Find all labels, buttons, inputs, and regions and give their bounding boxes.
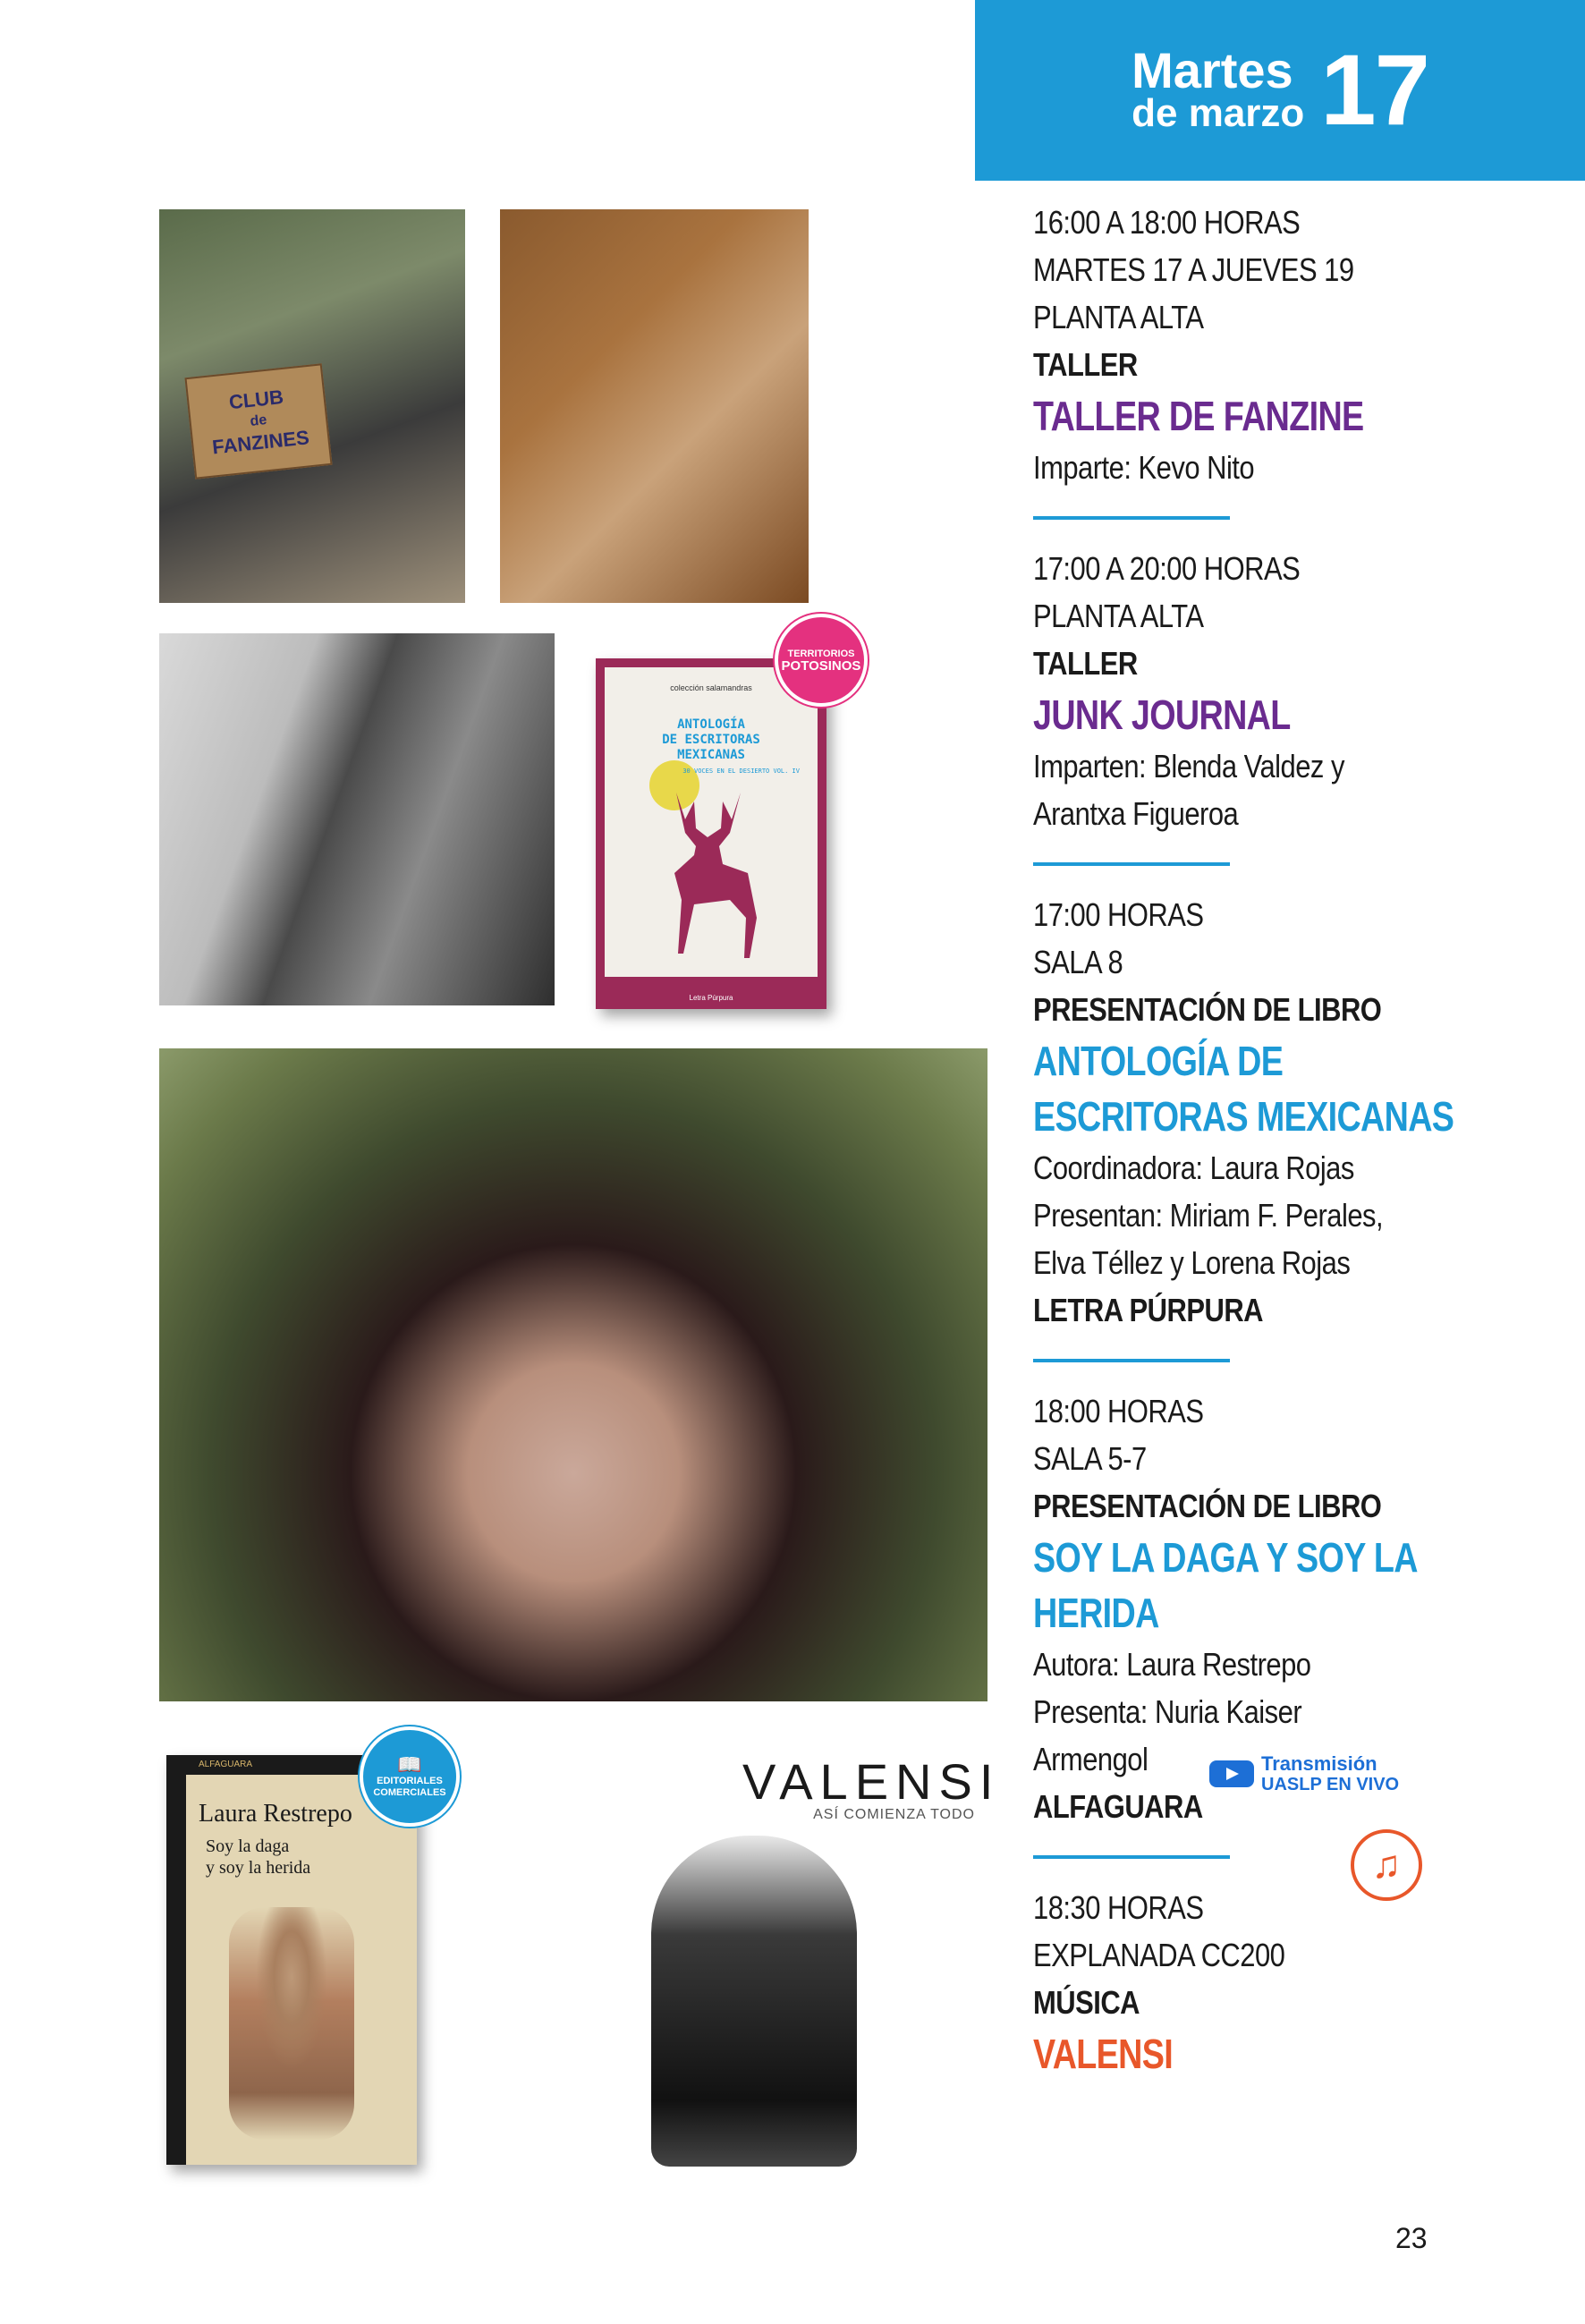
event-place: SALA 5-7 bbox=[1033, 1440, 1147, 1477]
weekday: Martes bbox=[1132, 42, 1293, 98]
event-title: SOY LA DAGA Y SOY LA bbox=[1033, 1534, 1418, 1581]
book-title-line: DE ESCRITORAS bbox=[662, 733, 760, 747]
music-note-icon: ♫ bbox=[1351, 1829, 1422, 1901]
open-book-icon: 📖 bbox=[397, 1753, 422, 1776]
month: de marzo bbox=[1132, 91, 1305, 135]
page-number: 23 bbox=[1395, 2222, 1428, 2254]
badge-line2: COMERCIALES bbox=[373, 1787, 446, 1798]
event-taller-fanzine bbox=[1033, 199, 1534, 491]
photo-fanzine-club bbox=[159, 209, 465, 603]
book-author: Laura Restrepo bbox=[199, 1800, 352, 1828]
event-title: TALLER DE FANZINE bbox=[1033, 393, 1364, 439]
separator bbox=[1033, 1359, 1230, 1362]
book-publisher: Letra Púrpura bbox=[689, 994, 733, 1002]
event-type: TALLER bbox=[1033, 346, 1138, 383]
event-title: ANTOLOGÍA DE bbox=[1033, 1038, 1284, 1084]
valensi-logo-tagline: ASÍ COMIENZA TODO bbox=[813, 1807, 975, 1822]
event-time: 17:00 A 20:00 HORAS bbox=[1033, 550, 1301, 587]
book-imprint: ALFAGUARA bbox=[166, 1755, 417, 1775]
event-time: 18:00 HORAS bbox=[1033, 1393, 1204, 1429]
stream-line2: UASLP EN VIVO bbox=[1261, 1775, 1400, 1794]
event-place: PLANTA ALTA bbox=[1033, 598, 1204, 634]
book-title bbox=[206, 1836, 310, 1879]
event-title: ESCRITORAS MEXICANAS bbox=[1033, 1093, 1454, 1140]
book-cover-antologia bbox=[596, 658, 826, 1009]
event-publisher: LETRA PÚRPURA bbox=[1033, 1292, 1264, 1328]
event-place: PLANTA ALTA bbox=[1033, 299, 1204, 335]
event-detail: Imparten: Blenda Valdez y bbox=[1033, 748, 1344, 785]
valensi-logo bbox=[742, 1753, 1001, 1823]
badge-line1: EDITORIALES bbox=[377, 1776, 443, 1786]
event-type: PRESENTACIÓN DE LIBRO bbox=[1033, 991, 1382, 1028]
badge-line2: POTOSINOS bbox=[781, 658, 861, 674]
book-title-line: ANTOLOGÍA bbox=[677, 717, 745, 732]
photo-laura-restrepo bbox=[159, 1048, 987, 1701]
badge-line1: TERRITORIOS bbox=[787, 649, 855, 659]
event-detail: Presentan: Miriam F. Perales, bbox=[1033, 1197, 1384, 1234]
photo-junk-journal bbox=[500, 209, 809, 603]
youtube-play-icon bbox=[1209, 1760, 1254, 1787]
stream-text bbox=[1261, 1753, 1399, 1794]
book-title-line: Soy la daga bbox=[206, 1836, 290, 1856]
book-illustration bbox=[229, 1907, 354, 2140]
event-detail: Imparte: Kevo Nito bbox=[1033, 449, 1255, 486]
event-type: MÚSICA bbox=[1033, 1984, 1140, 2021]
event-detail: Presenta: Nuria Kaiser bbox=[1033, 1693, 1302, 1730]
valensi-logo-name: VALENSI bbox=[742, 1753, 1001, 1810]
book-title bbox=[605, 717, 818, 763]
fanzine-sign bbox=[184, 363, 332, 479]
event-title: HERIDA bbox=[1033, 1590, 1159, 1636]
date-words bbox=[1132, 42, 1305, 135]
book-cover-inner bbox=[605, 667, 818, 977]
separator bbox=[1033, 516, 1230, 520]
deer-illustration bbox=[640, 784, 784, 963]
separator bbox=[1033, 1855, 1230, 1859]
badge-territorios-potosinos bbox=[775, 614, 868, 707]
book-spine bbox=[166, 1755, 186, 2165]
event-title: VALENSI bbox=[1033, 2031, 1174, 2077]
event-antologia bbox=[1033, 891, 1534, 1334]
event-place: SALA 8 bbox=[1033, 944, 1123, 980]
event-publisher: ALFAGUARA bbox=[1033, 1788, 1203, 1825]
book-subtitle: 30 VOCES EN EL DESIERTO VOL. IV bbox=[682, 768, 800, 775]
event-time: 17:00 HORAS bbox=[1033, 896, 1204, 933]
event-detail: Armengol bbox=[1033, 1741, 1148, 1777]
event-time: 18:30 HORAS bbox=[1033, 1889, 1204, 1926]
stream-line1: Transmisión bbox=[1261, 1752, 1377, 1775]
event-detail: Autora: Laura Restrepo bbox=[1033, 1646, 1311, 1683]
book-title-line: y soy la herida bbox=[206, 1858, 311, 1878]
fanzine-sign-line3: FANZINES bbox=[211, 426, 310, 459]
event-type: TALLER bbox=[1033, 645, 1138, 682]
event-title: JUNK JOURNAL bbox=[1033, 691, 1291, 738]
event-type: PRESENTACIÓN DE LIBRO bbox=[1033, 1488, 1382, 1524]
event-place: EXPLANADA CC200 bbox=[1033, 1937, 1285, 1973]
schedule-column bbox=[1033, 199, 1534, 2082]
event-detail: Elva Téllez y Lorena Rojas bbox=[1033, 1244, 1351, 1281]
fanzine-sign-line1: CLUB bbox=[227, 386, 285, 414]
photo-laura-rojas bbox=[159, 633, 555, 1005]
event-detail: Coordinadora: Laura Rojas bbox=[1033, 1149, 1354, 1186]
event-dates: MARTES 17 A JUEVES 19 bbox=[1033, 251, 1354, 288]
stream-badge[interactable] bbox=[1209, 1753, 1399, 1794]
separator bbox=[1033, 862, 1230, 866]
fanzine-sign-line2: de bbox=[249, 412, 268, 429]
book-title-line: MEXICANAS bbox=[677, 748, 745, 762]
badge-editoriales-comerciales bbox=[360, 1726, 460, 1827]
photo-valensi bbox=[651, 1836, 857, 2167]
day-number: 17 bbox=[1320, 34, 1428, 146]
event-junk-journal bbox=[1033, 545, 1534, 837]
event-detail: Arantxa Figueroa bbox=[1033, 795, 1239, 832]
date-header bbox=[975, 0, 1585, 181]
book-collection: colección salamandras bbox=[670, 683, 752, 692]
event-valensi bbox=[1033, 1884, 1534, 2082]
event-time: 16:00 A 18:00 HORAS bbox=[1033, 204, 1301, 241]
